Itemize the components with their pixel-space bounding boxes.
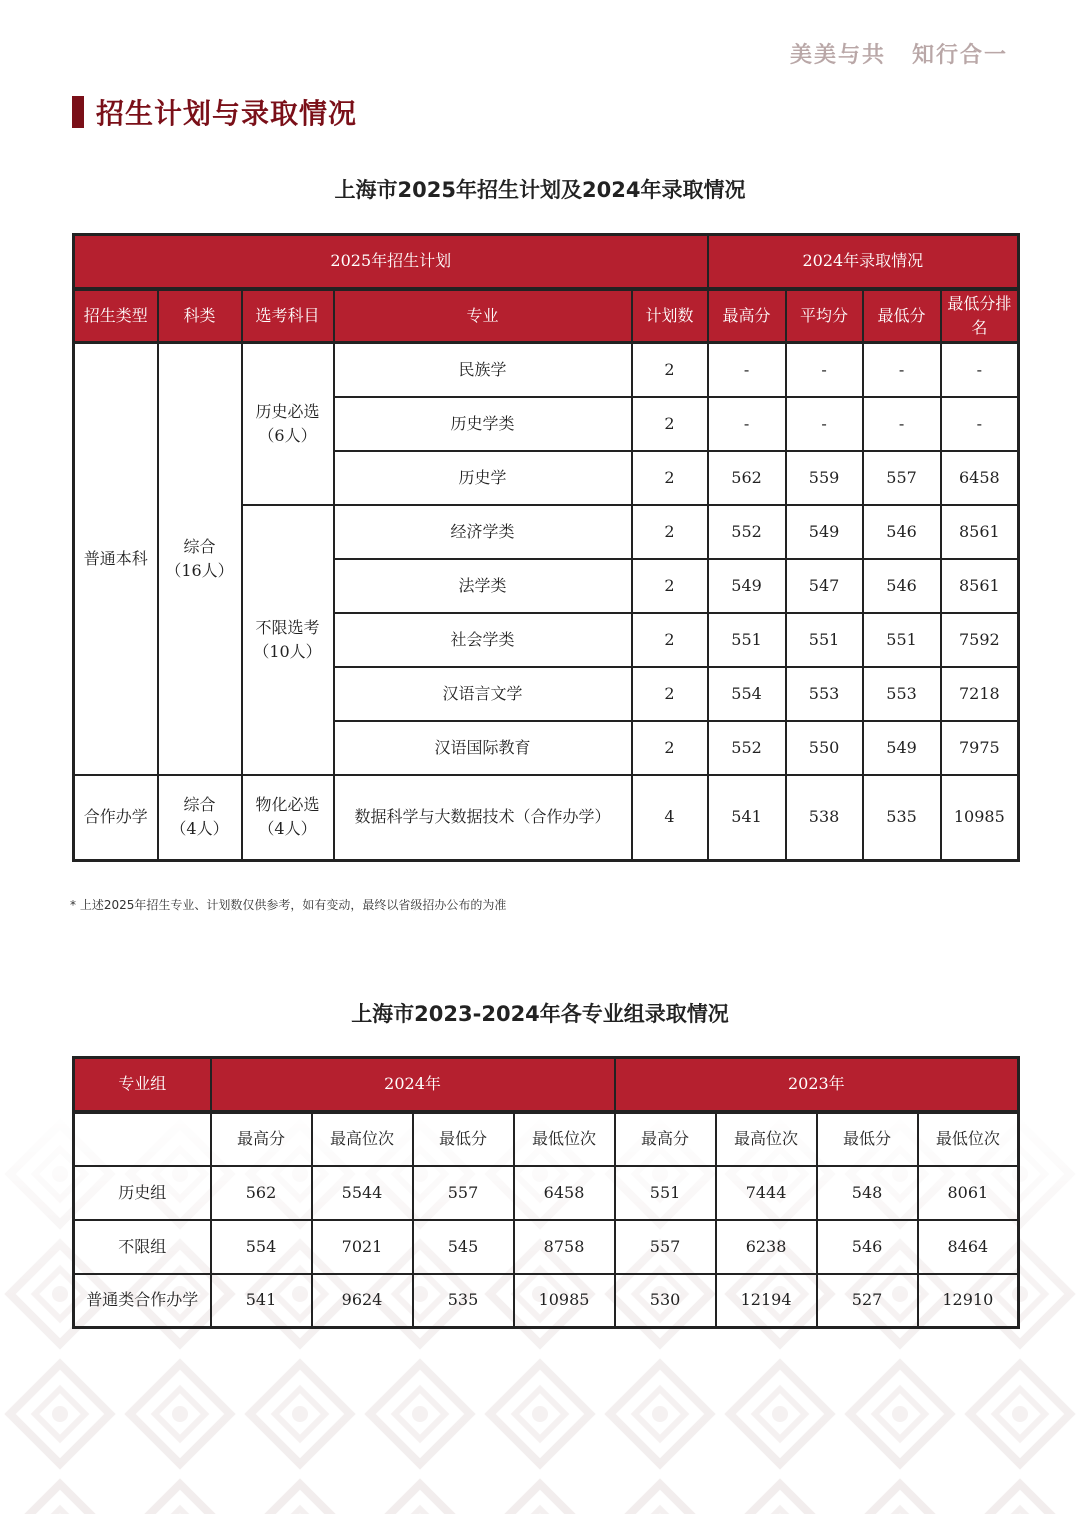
value-cell: 6458 [514,1166,615,1220]
group-cell: 普通类合作办学 [74,1274,211,1328]
plan-cell: 2 [632,559,708,613]
avg-cell: 538 [786,775,863,861]
plan-cell: 2 [632,613,708,667]
value-cell: 535 [413,1274,514,1328]
plan-cell: 2 [632,667,708,721]
major-cell: 历史学类 [334,397,632,451]
min-cell: 551 [863,613,941,667]
min-cell: 535 [863,775,941,861]
empty-cell [74,1112,211,1166]
value-cell: 8464 [918,1220,1019,1274]
value-cell: 8061 [918,1166,1019,1220]
value-cell: 7021 [312,1220,413,1274]
rank-cell: 7592 [941,613,1019,667]
min-cell: 549 [863,721,941,775]
min-cell: 546 [863,505,941,559]
col-subjects: 选考科目 [242,289,334,343]
avg-cell: 550 [786,721,863,775]
avg-cell: 559 [786,451,863,505]
rank-cell: - [941,397,1019,451]
value-cell: 557 [615,1220,716,1274]
col-min-rank: 最低位次 [514,1112,615,1166]
plan-cell: 2 [632,397,708,451]
section-marker [72,96,84,128]
rank-cell: 7975 [941,721,1019,775]
header-plan-2025: 2025年招生计划 [74,235,708,289]
avg-cell: - [786,397,863,451]
group-admission-table [72,1056,1020,1329]
col-min-score: 最低分 [413,1112,514,1166]
value-cell: 7444 [716,1166,817,1220]
rank-cell: 7218 [941,667,1019,721]
table-row [74,1274,1019,1328]
value-cell: 10985 [514,1274,615,1328]
section-heading [72,92,357,132]
category-cell: 综合 （16人） [158,343,242,775]
enrollment-type-cell: 合作办学 [74,775,158,861]
plan-cell: 4 [632,775,708,861]
min-cell: - [863,343,941,397]
value-cell: 541 [211,1274,312,1328]
min-cell: 557 [863,451,941,505]
avg-cell: - [786,343,863,397]
col-min-score: 最低分 [817,1112,918,1166]
motto-part-2: 知行合一 [911,43,1008,68]
rank-cell: 6458 [941,451,1019,505]
col-min-score: 最低分 [863,289,941,343]
footnote: * 上述2025年招生专业、计划数仅供参考，如有变动，最终以省级招办公布的为准 [70,898,507,912]
max-cell: 541 [708,775,786,861]
table2-title: 上海市2023-2024年各专业组录取情况 [351,1002,729,1026]
subjects-cell: 历史必选 （6人） [242,343,334,505]
col-avg-score: 平均分 [786,289,863,343]
value-cell: 557 [413,1166,514,1220]
col-min-rank: 最低位次 [918,1112,1019,1166]
value-cell: 554 [211,1220,312,1274]
section-title: 招生计划与录取情况 [96,97,358,130]
max-cell: 562 [708,451,786,505]
major-cell: 社会学类 [334,613,632,667]
header-year-2024: 2024年 [211,1058,615,1112]
major-cell: 汉语言文学 [334,667,632,721]
admission-plan-table [72,233,1020,862]
rank-cell: 8561 [941,505,1019,559]
max-cell: 554 [708,667,786,721]
enrollment-type-cell: 普通本科 [74,343,158,775]
value-cell: 8758 [514,1220,615,1274]
plan-cell: 2 [632,505,708,559]
value-cell: 6238 [716,1220,817,1274]
value-cell: 530 [615,1274,716,1328]
subheader-row [74,1112,1019,1166]
table1-title: 上海市2025年招生计划及2024年录取情况 [334,178,746,202]
value-cell: 527 [817,1274,918,1328]
col-major: 专业 [334,289,632,343]
plan-cell: 2 [632,721,708,775]
rank-cell: 8561 [941,559,1019,613]
col-min-rank: 最低分排名 [941,289,1019,343]
avg-cell: 549 [786,505,863,559]
group-cell: 历史组 [74,1166,211,1220]
col-plan-count: 计划数 [632,289,708,343]
avg-cell: 551 [786,613,863,667]
avg-cell: 547 [786,559,863,613]
value-cell: 546 [817,1220,918,1274]
max-cell: 552 [708,721,786,775]
category-cell: 综合 （4人） [158,775,242,861]
plan-cell: 2 [632,451,708,505]
max-cell: - [708,397,786,451]
value-cell: 12194 [716,1274,817,1328]
value-cell: 12910 [918,1274,1019,1328]
major-cell: 法学类 [334,559,632,613]
plan-cell: 2 [632,343,708,397]
col-max-score: 最高分 [708,289,786,343]
major-cell: 经济学类 [334,505,632,559]
col-max-score: 最高分 [211,1112,312,1166]
major-cell: 汉语国际教育 [334,721,632,775]
major-cell: 民族学 [334,343,632,397]
header-admission-2024: 2024年录取情况 [708,235,1019,289]
table-row [74,1166,1019,1220]
col-max-rank: 最高位次 [716,1112,817,1166]
col-major-group: 专业组 [74,1058,211,1112]
value-cell: 5544 [312,1166,413,1220]
max-cell: 549 [708,559,786,613]
value-cell: 545 [413,1220,514,1274]
max-cell: 552 [708,505,786,559]
col-enrollment-type: 招生类型 [74,289,158,343]
max-cell: - [708,343,786,397]
value-cell: 551 [615,1166,716,1220]
col-max-rank: 最高位次 [312,1112,413,1166]
rank-cell: - [941,343,1019,397]
table-row [74,1220,1019,1274]
min-cell: 553 [863,667,941,721]
header-year-2023: 2023年 [615,1058,1019,1112]
subjects-cell: 不限选考 （10人） [242,505,334,775]
avg-cell: 553 [786,667,863,721]
motto-part-1: 美美与共 [789,43,886,68]
value-cell: 9624 [312,1274,413,1328]
table-row [74,343,1019,397]
value-cell: 548 [817,1166,918,1220]
rank-cell: 10985 [941,775,1019,861]
col-max-score: 最高分 [615,1112,716,1166]
major-cell: 历史学 [334,451,632,505]
min-cell: - [863,397,941,451]
table-row [74,775,1019,861]
subjects-cell: 物化必选 （4人） [242,775,334,861]
major-cell: 数据科学与大数据技术（合作办学） [334,775,632,861]
school-motto [790,38,1008,69]
min-cell: 546 [863,559,941,613]
col-category: 科类 [158,289,242,343]
max-cell: 551 [708,613,786,667]
value-cell: 562 [211,1166,312,1220]
group-cell: 不限组 [74,1220,211,1274]
